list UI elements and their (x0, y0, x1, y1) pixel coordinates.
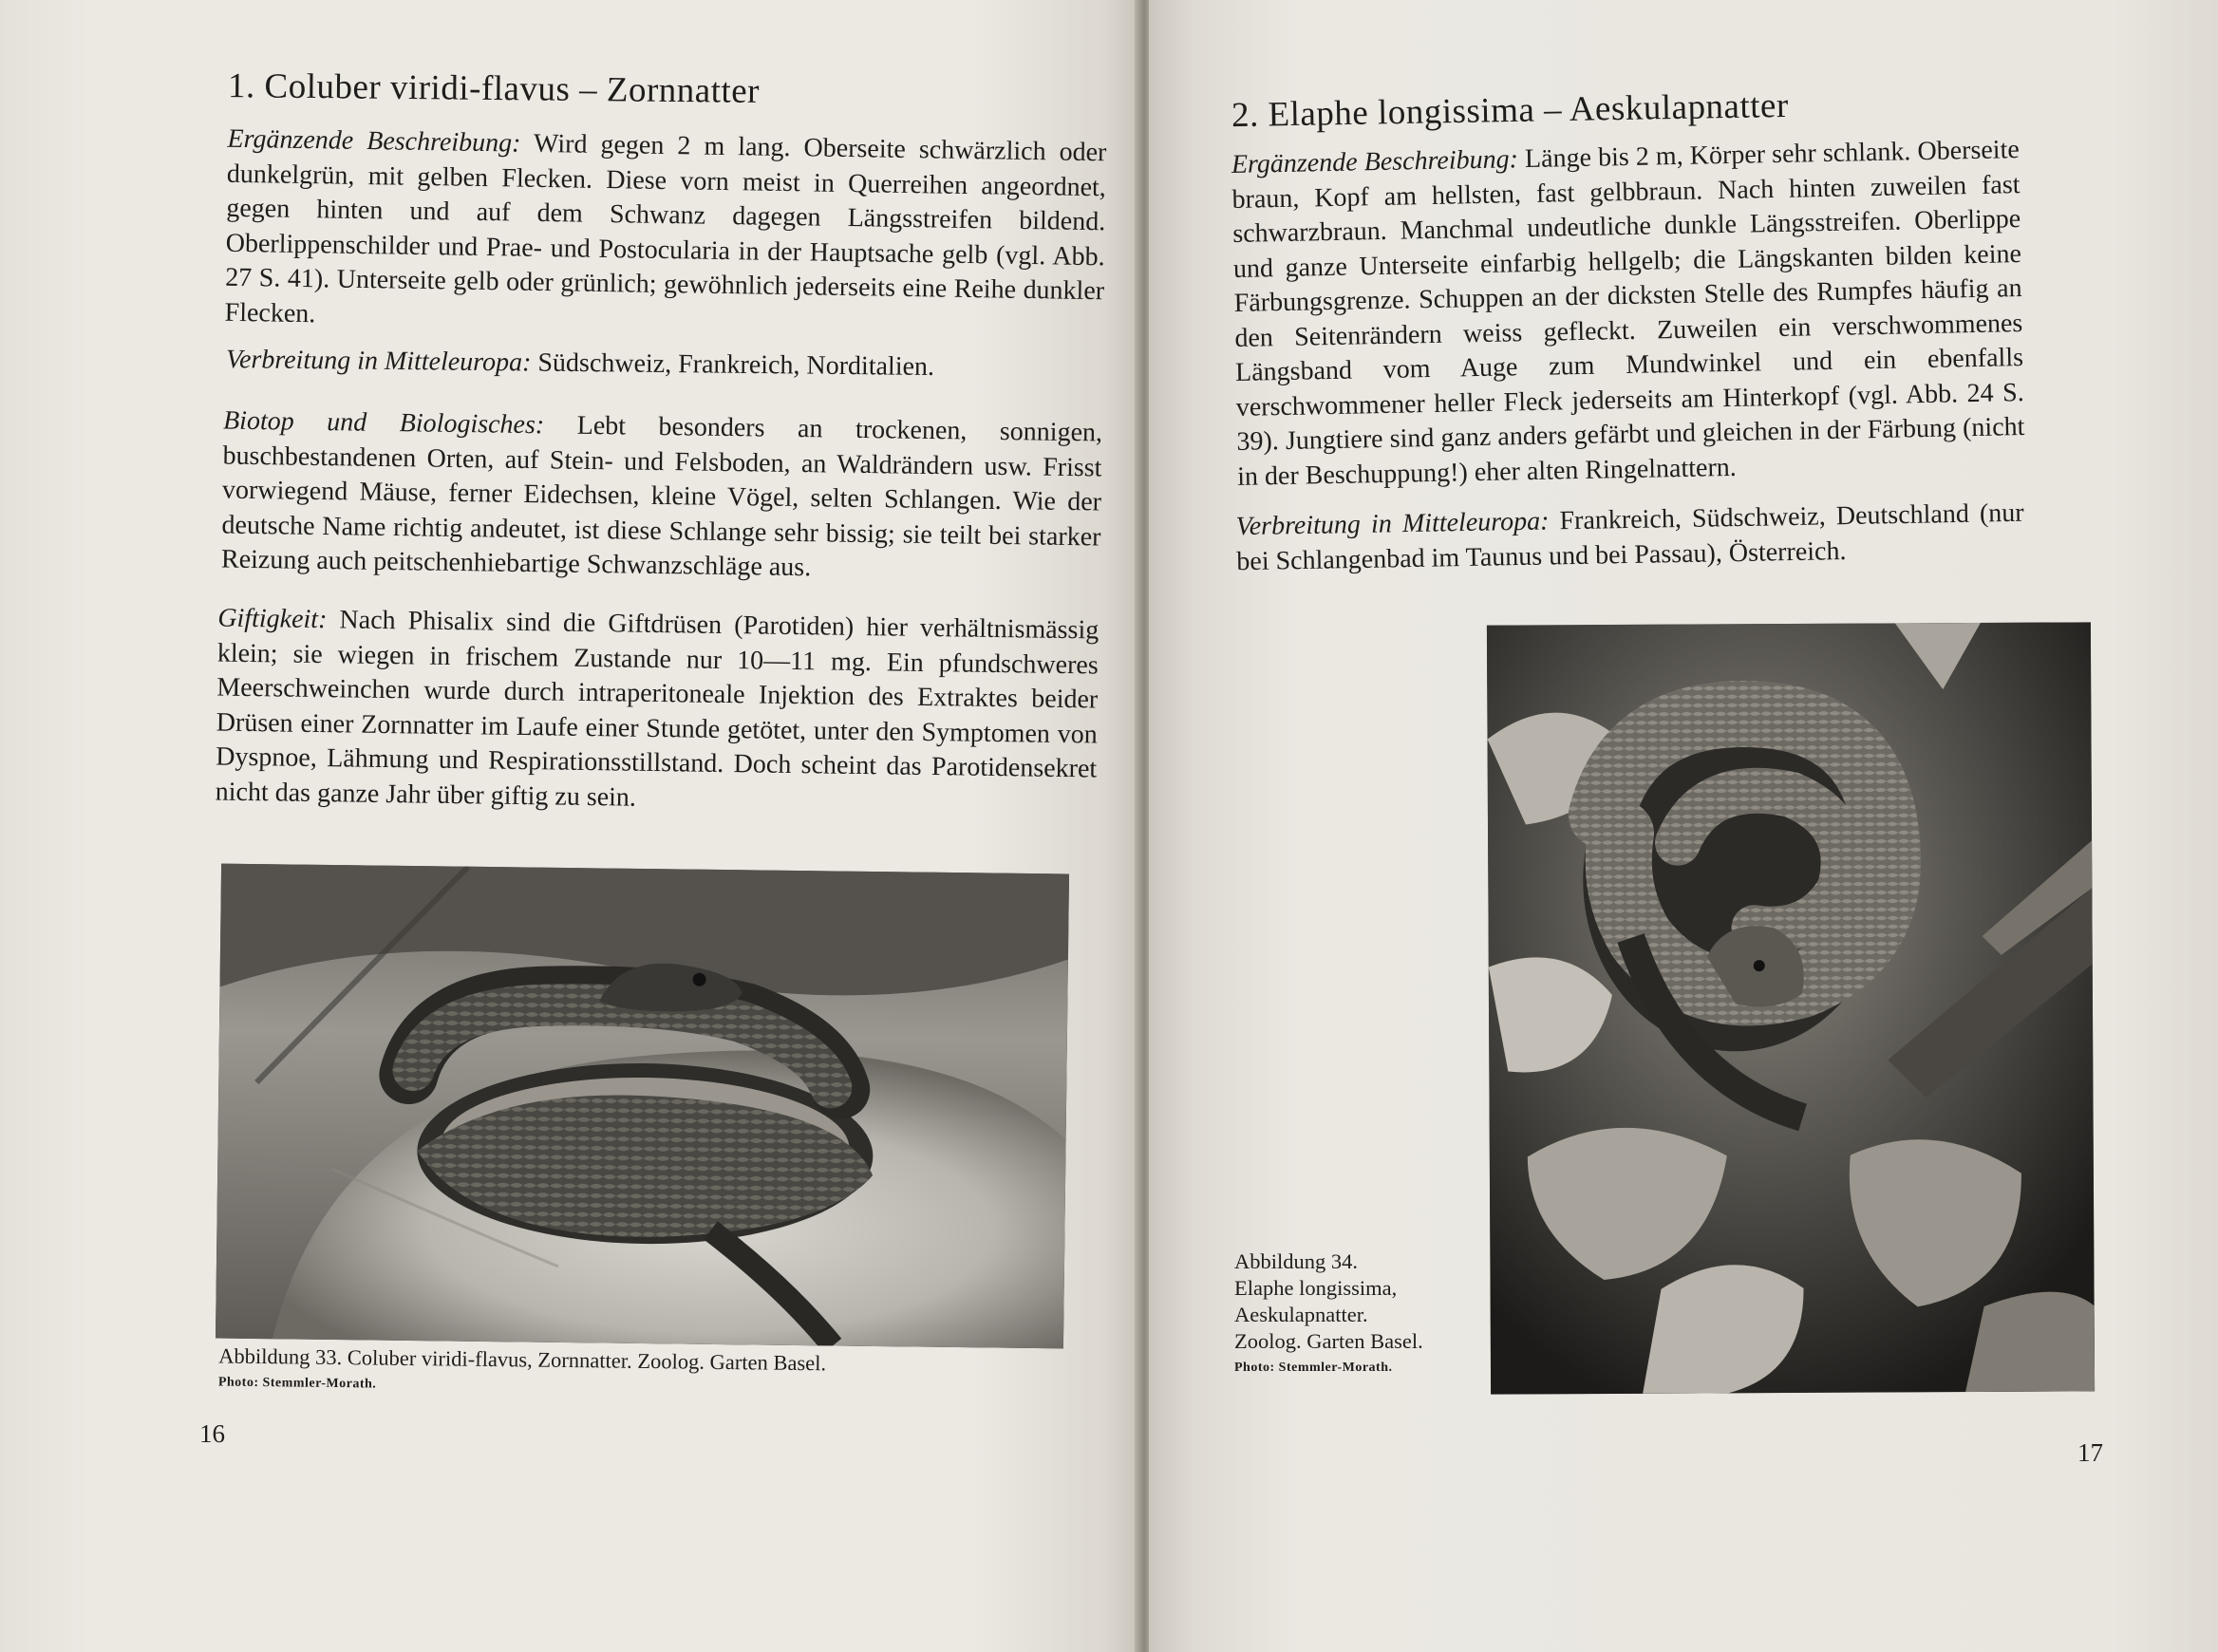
section-text: Länge bis 2 m, Körper sehr schlank. Oberseite braun, Kopf am hellsten, fast gelbbraun. Nach hinten zuweilen fast schwarzbraun. Manchmal undeutliche dunkle Längsstreifen. Oberlippe und ganze Unterseite einfarbig hellgelb; die Längskanten bilden keine Färbungsgrenze. Schuppen an der dicksten Stelle des Rumpfes häufig an den Seitenrändern weiss gefleckt. Zuweilen ein verschwommenes Längsband vom Auge zum Mundwinkel und ein ebenfalls verschwommener heller Fleck jederseits am Hinterkopf (vgl. Abb. 24 S. 39). Jungtiere sind ganz anders gefärbt und gleichen in der Färbung (nicht in der Beschuppung!) eher alten Ringelnattern. (1231, 135, 2025, 492)
caption-line: Zoolog. Garten Basel. (1234, 1329, 1423, 1353)
section-text: Lebt besonders an trockenen, sonnigen, buschbestandenen Orten, auf Stein- und Felsboden, an Waldrändern usw. Frisst vorwiegend Mäuse, ferner Eidechsen, kleine Vögel, selten Schlangen. Wie der deutsche Name richtig andeutet, ist diese Schlange sehr bissig; sie teilt bei starker Reizung auch peitschenhiebartige Schwanzschläge aus. (220, 410, 1103, 583)
caption-line: Elaphe longissima, (1234, 1276, 1398, 1300)
page-title: 1. Coluber viridi-flavus – Zornnatter (227, 66, 761, 111)
figure-caption-33 (218, 1343, 1074, 1407)
section-text: Südschweiz, Frankreich, Norditalien. (531, 347, 935, 382)
section-label: Verbreitung in Mitteleuropa: (1235, 506, 1550, 542)
distribution-section (226, 343, 1105, 386)
description-section (1231, 133, 2026, 495)
caption-line: Abbildung 34. (1234, 1249, 1359, 1273)
section-label: Ergänzende Beschreibung: (1231, 144, 1519, 179)
section-text: Wird gegen 2 m lang. Oberseite schwärzlich oder dunkelgrün, mit gelben Flecken. Diese vorn meist in Querreihen angeordnet, gegen hinten und auf dem Schwanz dagegen Längsstreifen bildend. Oberlippenschilder und Prae- und Postocularia in der Hauptsache gelb (vgl. Abb. 27 S. 41). Unterseite gelb oder grünlich; gewöhnlich jederseits eine Reihe dunkler Flecken. (224, 128, 1107, 329)
section-label: Biotop und Biologisches: (222, 405, 545, 441)
snake-photo-elaphe (1487, 622, 2095, 1394)
snake-photo-coluber (216, 864, 1069, 1349)
coluber-photo-image (216, 864, 1069, 1349)
elaphe-photo-image (1487, 622, 2095, 1394)
caption-text: Abbildung 33. Coluber viridi-flavus, Zornnatter. Zoolog. Garten Basel. (218, 1343, 827, 1376)
photo-credit: Photo: Stemmler-Morath. (1234, 1361, 1393, 1375)
right-page (1149, 0, 2218, 1652)
page-number: 16 (199, 1419, 225, 1448)
section-text: Nach Phisalix sind die Giftdrüsen (Parotiden) hier verhältnismässig klein; sie wiegen in frischem Zustande nur 10—11 mg. Ein pfundschweres Meerschweinchen wurde durch intraperitoneale Injektion des Extraktes beider Drüsen einer Zornnatter im Laufe einer Stunde getötet, unter den Symptomen von Dyspnoe, Lähmung und Respirationsstillstand. Doch scheint das Parotidensekret nicht das ganze Jahr über giftig zu sein. (215, 605, 1100, 813)
distribution-section (1235, 497, 2024, 579)
toxicity-section (216, 602, 1100, 822)
section-label: Giftigkeit: (217, 603, 328, 635)
section-text: Frankreich, Südschweiz, Deutschland (nur bei Schlangenbad im Taunus und bei Passau), Österreich. (1236, 497, 2024, 576)
page-title: 2. Elaphe longissima – Aeskulapnatter (1231, 85, 1790, 136)
page-number: 17 (2077, 1438, 2103, 1467)
section-label: Verbreitung in Mitteleuropa: (225, 345, 532, 378)
biotope-section (221, 404, 1102, 590)
description-section (224, 122, 1106, 345)
section-label: Ergänzende Beschreibung: (227, 123, 521, 159)
figure-caption-34 (1234, 1248, 1453, 1381)
caption-line: Aeskulapnatter. (1234, 1303, 1368, 1326)
photo-credit: Photo: Stemmler-Morath. (217, 1375, 377, 1392)
